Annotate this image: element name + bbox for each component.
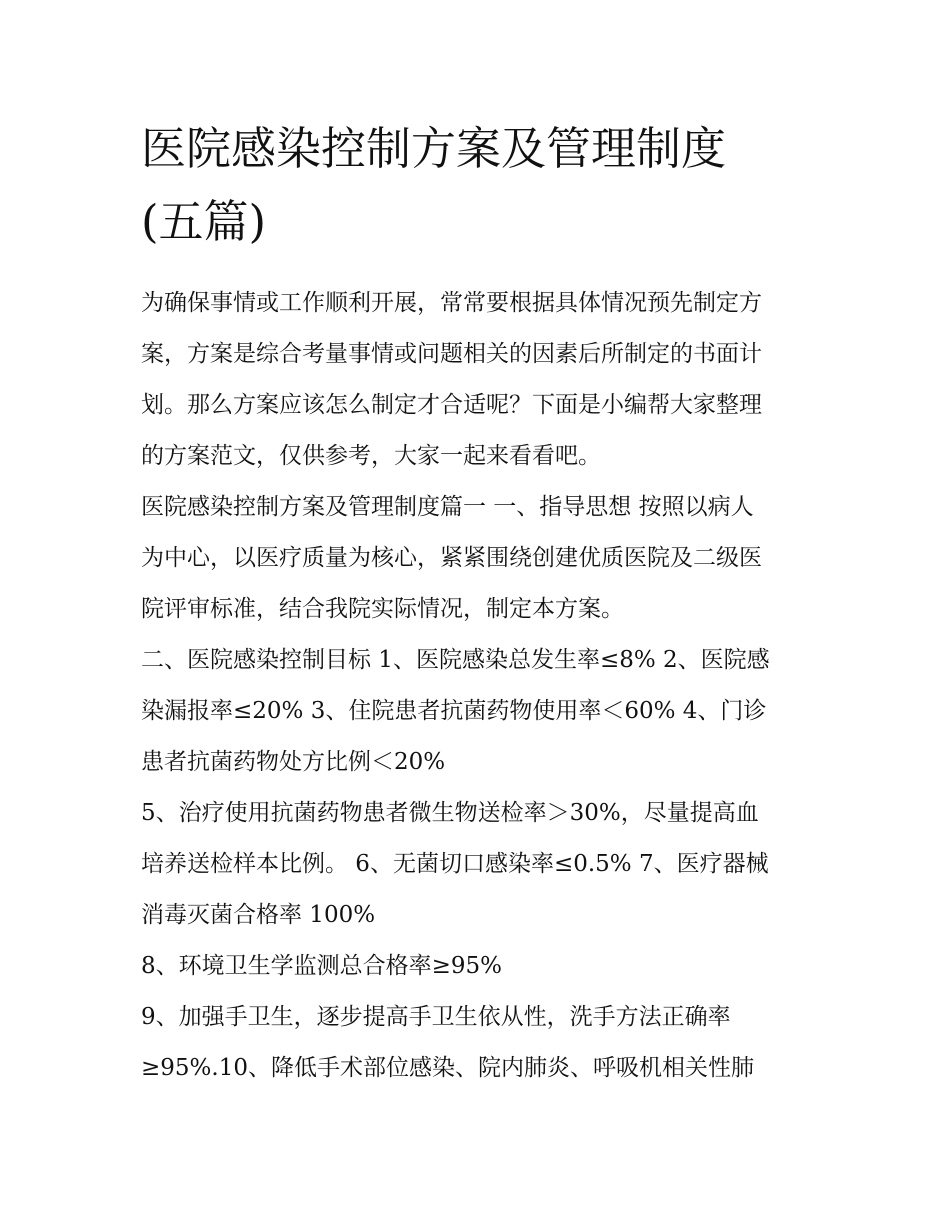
text-line: 为确保事情或工作顺利开展，常常要根据具体情况预先制定方 [141,290,762,316]
text-line: 患者抗菌药物处方比例＜20% [141,749,446,775]
text-line: 院评审标准，结合我院实际情况，制定本方案。 [141,596,624,622]
title-line-1: 医院感染控制方案及管理制度 [141,122,727,175]
document-body [141,278,831,1094]
text-line: 二、医院感染控制目标 1、医院感染总发生率≤8% 2、医院感 [141,647,770,673]
text-line: ≥95%.10、降低手术部位感染、院内肺炎、呼吸机相关性肺 [141,1055,754,1081]
text-line: 染漏报率≤20% 3、住院患者抗菌药物使用率＜60% 4、门诊 [141,698,767,724]
text-line: 消毒灭菌合格率 100% [141,902,376,928]
text-line: 5、治疗使用抗菌药物患者微生物送检率＞30%，尽量提高血 [141,800,759,826]
text-line: 8、环境卫生学监测总合格率≥95% [141,953,503,979]
document-title [141,112,831,258]
title-line-2: (五篇) [141,195,267,248]
text-line: 的方案范文，仅供参考，大家一起来看看吧。 [141,443,601,469]
text-line: 9、加强手卫生，逐步提高手卫生依从性，洗手方法正确率 [141,1004,731,1030]
text-line: 培养送检样本比例。 6、无菌切口感染率≤0.5% 7、医疗器械 [141,851,769,877]
text-line: 案，方案是综合考量事情或问题相关的因素后所制定的书面计 [141,341,762,367]
text-line: 医院感染控制方案及管理制度篇一 一、指导思想 按照以病人 [141,494,754,520]
text-line: 为中心，以医疗质量为核心，紧紧围绕创建优质医院及二级医 [141,545,762,571]
text-line: 划。那么方案应该怎么制定才合适呢？下面是小编帮大家整理 [141,392,762,418]
